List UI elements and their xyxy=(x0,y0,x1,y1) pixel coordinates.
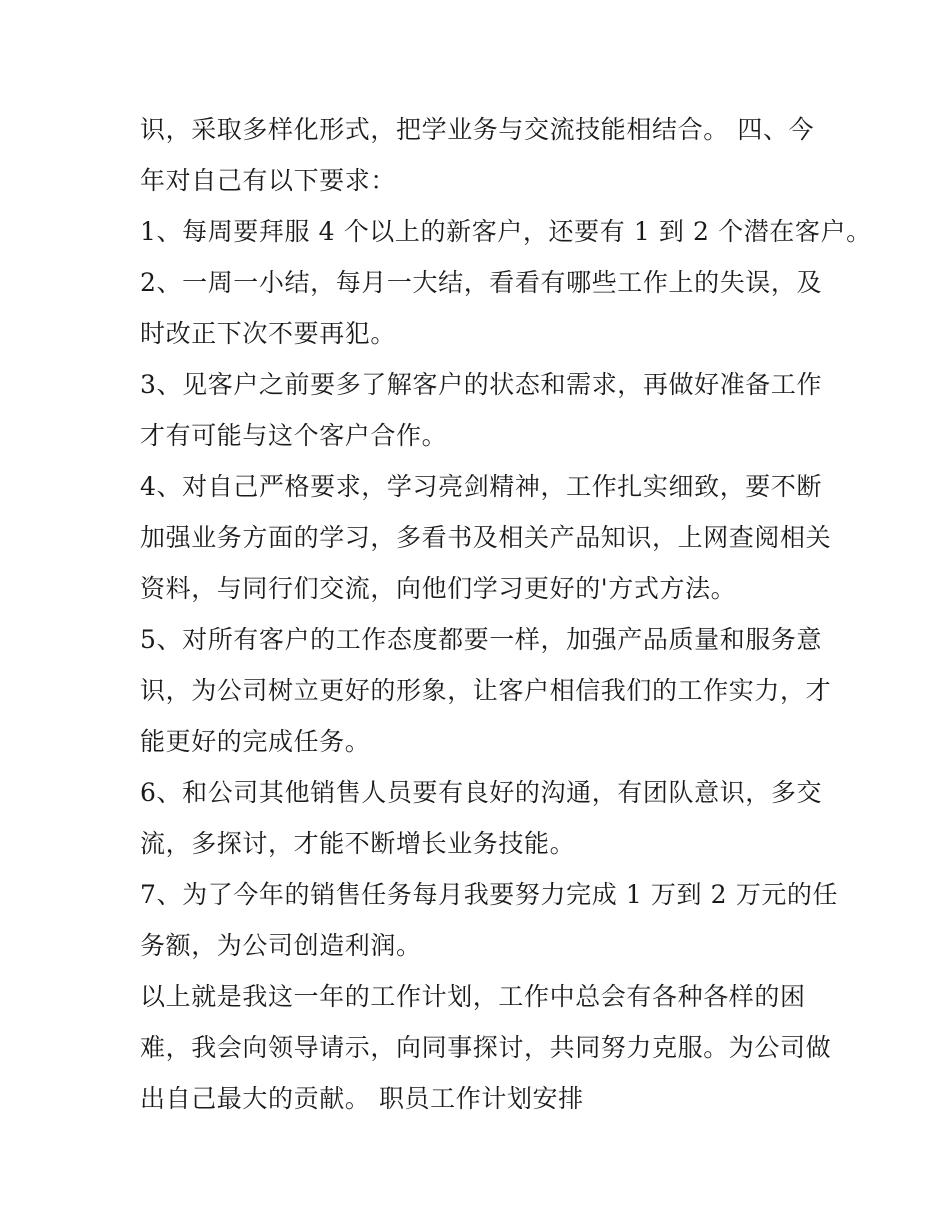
text-line: 2、一周一小结，每月一大结，看看有哪些工作上的失误，及 xyxy=(140,268,823,297)
text-line: 流，多探讨，才能不断增长业务技能。 xyxy=(140,829,576,858)
text-line: 4、对自己严格要求，学习亮剑精神，工作扎实细致，要不断 xyxy=(140,472,823,501)
text-line: 才有可能与这个客户合作。 xyxy=(140,421,448,450)
text-line: 3、见客户之前要多了解客户的状态和需求，再做好准备工作 xyxy=(140,370,823,399)
text-line: 资料，与同行们交流，向他们学习更好的'方式方法。 xyxy=(140,574,737,603)
text-line: 1、每周要拜服 4 个以上的新客户，还要有 1 到 2 个潜在客户。 xyxy=(140,217,872,246)
text-line: 加强业务方面的学习，多看书及相关产品知识，上网查阅相关 xyxy=(140,523,832,552)
text-line: 能更好的完成任务。 xyxy=(140,727,371,756)
text-line: 年对自己有以下要求： xyxy=(140,166,397,195)
document-body xyxy=(140,104,872,1124)
text-line: 务额，为公司创造利润。 xyxy=(140,931,422,960)
text-line: 识，采取多样化形式，把学业务与交流技能相结合。 四、今 xyxy=(140,115,815,144)
text-line: 6、和公司其他销售人员要有良好的沟通，有团队意识，多交 xyxy=(140,778,823,807)
text-line: 出自己最大的贡献。 职员工作计划安排 xyxy=(140,1084,584,1113)
text-line: 5、对所有客户的工作态度都要一样，加强产品质量和服务意 xyxy=(140,625,823,654)
text-line: 难，我会向领导请示，向同事探讨，共同努力克服。为公司做 xyxy=(140,1033,832,1062)
text-line: 7、为了今年的销售任务每月我要努力完成 1 万到 2 万元的任 xyxy=(140,880,839,909)
text-line: 以上就是我这一年的工作计划，工作中总会有各种各样的困 xyxy=(140,982,806,1011)
text-line: 时改正下次不要再犯。 xyxy=(140,319,397,348)
text-line: 识，为公司树立更好的形象，让客户相信我们的工作实力，才 xyxy=(140,676,832,705)
